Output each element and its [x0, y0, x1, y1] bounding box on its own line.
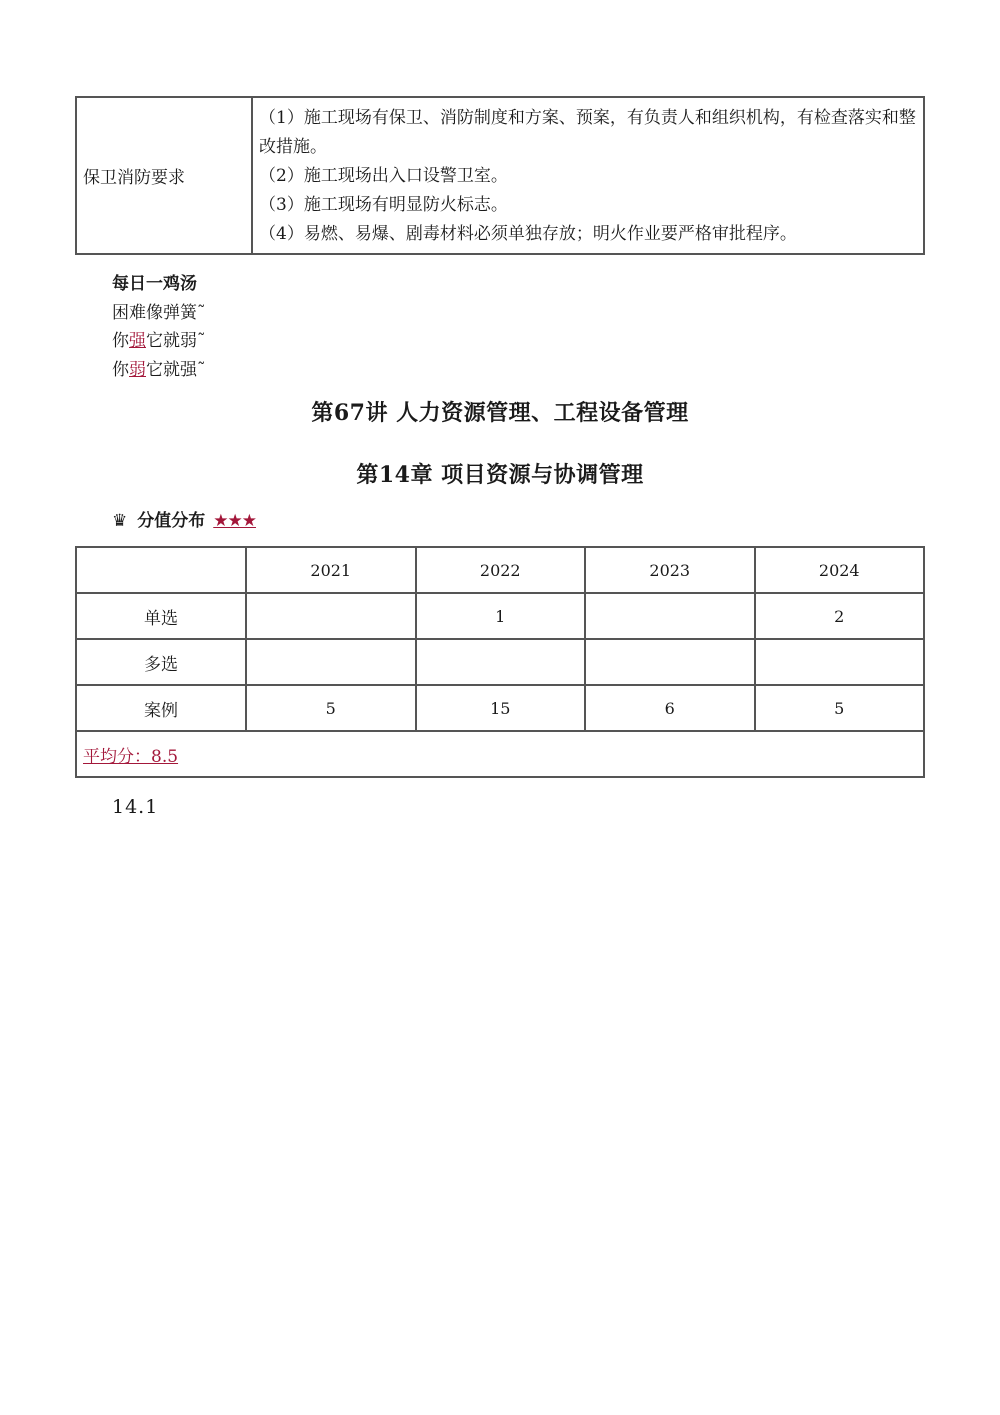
motivation-line — [112, 356, 206, 385]
score-label: 分值分布 — [137, 511, 206, 531]
security-requirements-list — [252, 97, 924, 254]
table-row — [76, 639, 924, 685]
table-cell: 2 — [755, 593, 925, 639]
crown-icon: ♛ — [112, 511, 128, 531]
text-part: 它就弱˜ — [146, 331, 206, 351]
table-row — [76, 593, 924, 639]
text-part: 你 — [112, 331, 129, 351]
requirement-line: （2）施工现场出入口设警卫室。 — [259, 166, 508, 186]
row-label: 案例 — [76, 685, 246, 731]
daily-motivation — [112, 270, 206, 384]
row-label: 多选 — [76, 639, 246, 685]
table-cell — [585, 593, 755, 639]
table-cell — [246, 639, 416, 685]
requirement-line: （1）施工现场有保卫、消防制度和方案、预案，有负责人和组织机构，有检查落实和整改措施。 — [259, 108, 916, 157]
score-table — [75, 546, 925, 778]
table-cell: 5 — [755, 685, 925, 731]
requirement-line: （3）施工现场有明显防火标志。 — [259, 195, 508, 215]
table-cell: 5 — [246, 685, 416, 731]
score-distribution-heading — [112, 506, 256, 531]
requirement-line: （4）易燃、易爆、剧毒材料必须单独存放；明火作业要严格审批程序。 — [259, 224, 797, 244]
table-row — [76, 685, 924, 731]
motivation-line: 困难像弹簧˜ — [112, 302, 206, 323]
year-header: 2021 — [246, 547, 416, 593]
motivation-title: 每日一鸡汤 — [112, 274, 197, 294]
section-number: 14.1 — [112, 796, 159, 818]
table-cell — [416, 639, 586, 685]
lecture-title: 第67讲 人力资源管理、工程设备管理 — [311, 400, 689, 426]
table-cell — [585, 639, 755, 685]
average-score: 平均分：8.5 — [83, 746, 179, 767]
text-part: 你 — [112, 359, 129, 380]
text-part: 它就强˜ — [146, 359, 206, 380]
chapter-title: 第14章 项目资源与协调管理 — [356, 462, 644, 488]
year-header: 2022 — [416, 547, 586, 593]
table-cell — [246, 593, 416, 639]
year-header: 2024 — [755, 547, 925, 593]
security-requirements-table — [75, 96, 925, 255]
table-cell — [755, 639, 925, 685]
row-label: 单选 — [76, 593, 246, 639]
table-header-row — [76, 547, 924, 593]
table-cell: 15 — [416, 685, 586, 731]
star-rating: ★★★ — [213, 511, 256, 531]
motivation-line — [112, 327, 206, 356]
highlight-word: 弱 — [129, 359, 146, 380]
highlight-word: 强 — [129, 331, 146, 351]
year-header: 2023 — [585, 547, 755, 593]
table-cell: 6 — [585, 685, 755, 731]
average-cell — [76, 731, 924, 777]
security-label: 保卫消防要求 — [76, 97, 252, 254]
average-row — [76, 731, 924, 777]
table-cell: 1 — [416, 593, 586, 639]
corner-cell — [76, 547, 246, 593]
